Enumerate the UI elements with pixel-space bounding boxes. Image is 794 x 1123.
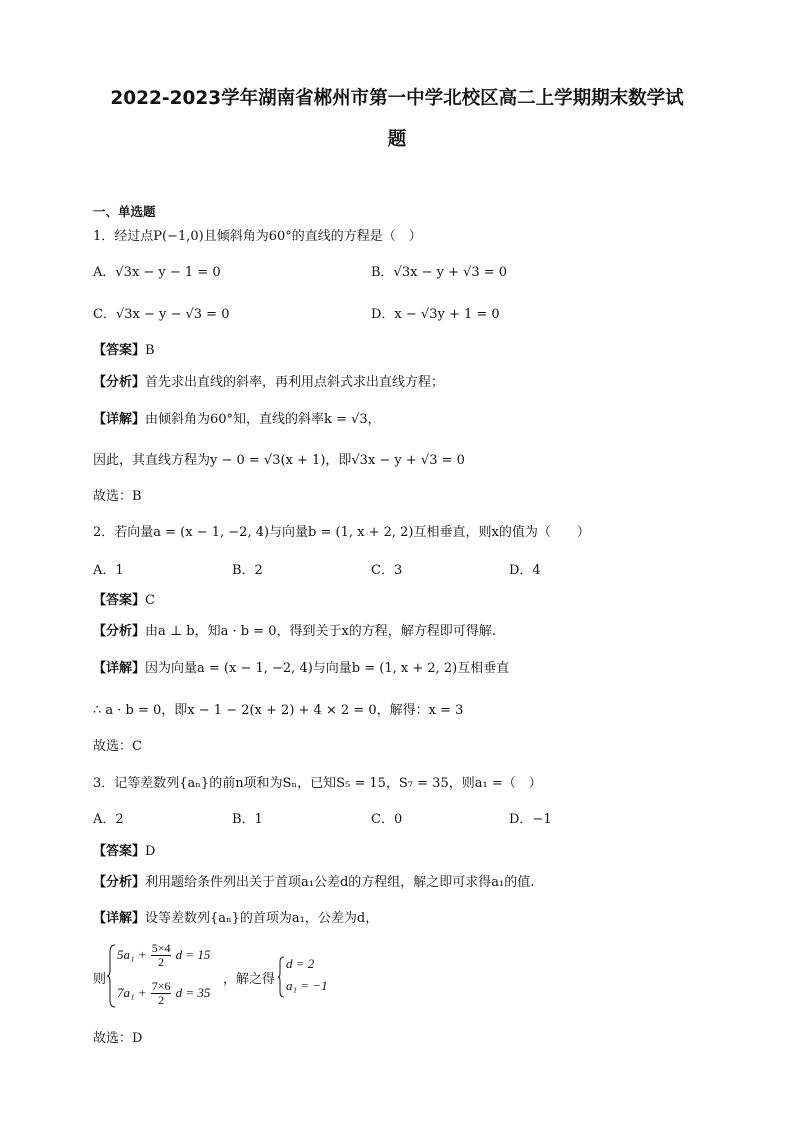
solution-2: a₁ = −1: [286, 978, 328, 993]
q3-stem: 3．记等差数列{aₙ}的前n项和为Sₙ，已知S₅ = 15，S₇ = 35，则a₁ =（ ）: [93, 776, 542, 791]
detail-text: 设等差数列{aₙ}的首项为a₁，公差为d，: [145, 911, 379, 926]
eq1-left: 5a₁ +: [117, 947, 147, 962]
eq1-numerator: 5×4: [151, 941, 171, 955]
eq2-fraction: [151, 980, 172, 1007]
q2-option-d: D．4: [509, 563, 541, 578]
q2-option-b: B．2: [232, 563, 263, 578]
left-brace-icon: [106, 944, 116, 1008]
detail-tag: 【详解】: [93, 661, 146, 676]
q1-option-c: C．√3x − y − √3 = 0: [93, 307, 230, 322]
q2-detail: [93, 660, 509, 678]
document-title-line2: 题: [387, 129, 407, 150]
answer-value: B: [145, 343, 155, 358]
equation-2: [117, 980, 210, 1007]
q1-option-b: B．√3x − y + √3 = 0: [371, 265, 508, 280]
q3-answer: [93, 843, 155, 861]
q1-option-a: A．√3x − y − 1 = 0: [93, 265, 221, 280]
q2-answer: [93, 592, 155, 610]
detail-tag: 【详解】: [93, 412, 146, 427]
analysis-text: 首先求出直线的斜率，再利用点斜式求出直线方程；: [145, 375, 445, 390]
q1-detail: [93, 411, 381, 429]
eq1-denominator: 2: [158, 955, 165, 969]
analysis-text: 利用题给条件列出关于首项a₁公差d的方程组，解之即可求得a₁的值.: [145, 875, 535, 890]
right-brace-icon: [277, 956, 285, 998]
analysis-tag: 【分析】: [93, 875, 146, 890]
q1-option-d: D．x − √3y + 1 = 0: [371, 307, 500, 322]
q3-option-a: A．2: [93, 812, 124, 827]
eq1-right: d = 15: [175, 947, 211, 962]
q3-detail: [93, 910, 378, 928]
answer-tag: 【答案】: [93, 844, 146, 859]
detail-text: 由倾斜角为60°知，直线的斜率k = √3，: [145, 412, 381, 427]
q2-option-c: C．3: [371, 563, 403, 578]
analysis-tag: 【分析】: [93, 624, 146, 639]
q2-detail-continued: ∴ a · b = 0，即x − 1 − 2(x + 2) + 4 × 2 = 0，解得：x = 3: [93, 703, 464, 718]
detail-text: 因为向量a = (x − 1, −2, 4)与向量b = (1, x + 2, 2)互相垂直: [145, 661, 510, 676]
analysis-text: 由a ⊥ b，知a · b = 0，得到关于x的方程，解方程即可得解.: [145, 624, 496, 639]
answer-value: C: [145, 593, 155, 608]
q2-analysis: [93, 623, 496, 641]
answer-value: D: [145, 844, 156, 859]
eq2-numerator: 7×6: [151, 979, 171, 993]
q3-option-d: D．−1: [509, 812, 552, 827]
answer-tag: 【答案】: [93, 343, 146, 358]
system-mid-text: ，解之得: [223, 972, 276, 987]
analysis-tag: 【分析】: [93, 375, 146, 390]
solution-1: d = 2: [286, 956, 315, 971]
q3-analysis: [93, 874, 534, 892]
eq1-fraction: [151, 942, 172, 969]
q1-answer: [93, 342, 155, 360]
detail-tag: 【详解】: [93, 911, 146, 926]
equation-system: [93, 942, 353, 1012]
q1-analysis: [93, 374, 444, 392]
section-heading: 一、单选题: [93, 204, 156, 219]
q3-option-b: B．1: [232, 812, 263, 827]
eq2-denominator: 2: [158, 993, 165, 1007]
q2-choose: 故选：C: [93, 739, 142, 754]
q2-option-a: A．1: [93, 563, 124, 578]
q3-choose: 故选：D: [93, 1031, 143, 1046]
q3-option-c: C．0: [371, 812, 403, 827]
system-prefix: 则: [93, 972, 107, 987]
q1-detail-continued: 因此，其直线方程为y − 0 = √3(x + 1)，即√3x − y + √3 = 0: [93, 453, 465, 468]
q1-stem: 1．经过点P(−1,0)且倾斜角为60°的直线的方程是（ ）: [93, 229, 422, 244]
document-title-line1: 2022-2023学年湖南省郴州市第一中学北校区高二上学期期末数学试: [110, 88, 684, 109]
answer-tag: 【答案】: [93, 593, 146, 608]
eq2-left: 7a₁ +: [117, 985, 147, 1000]
q1-choose: 故选：B: [93, 489, 142, 504]
eq2-right: d = 35: [175, 985, 211, 1000]
equation-1: [117, 942, 210, 969]
q2-stem: 2．若向量a = (x − 1, −2, 4)与向量b = (1, x + 2, 2)互相垂直，则x的值为（ ）: [93, 525, 590, 540]
